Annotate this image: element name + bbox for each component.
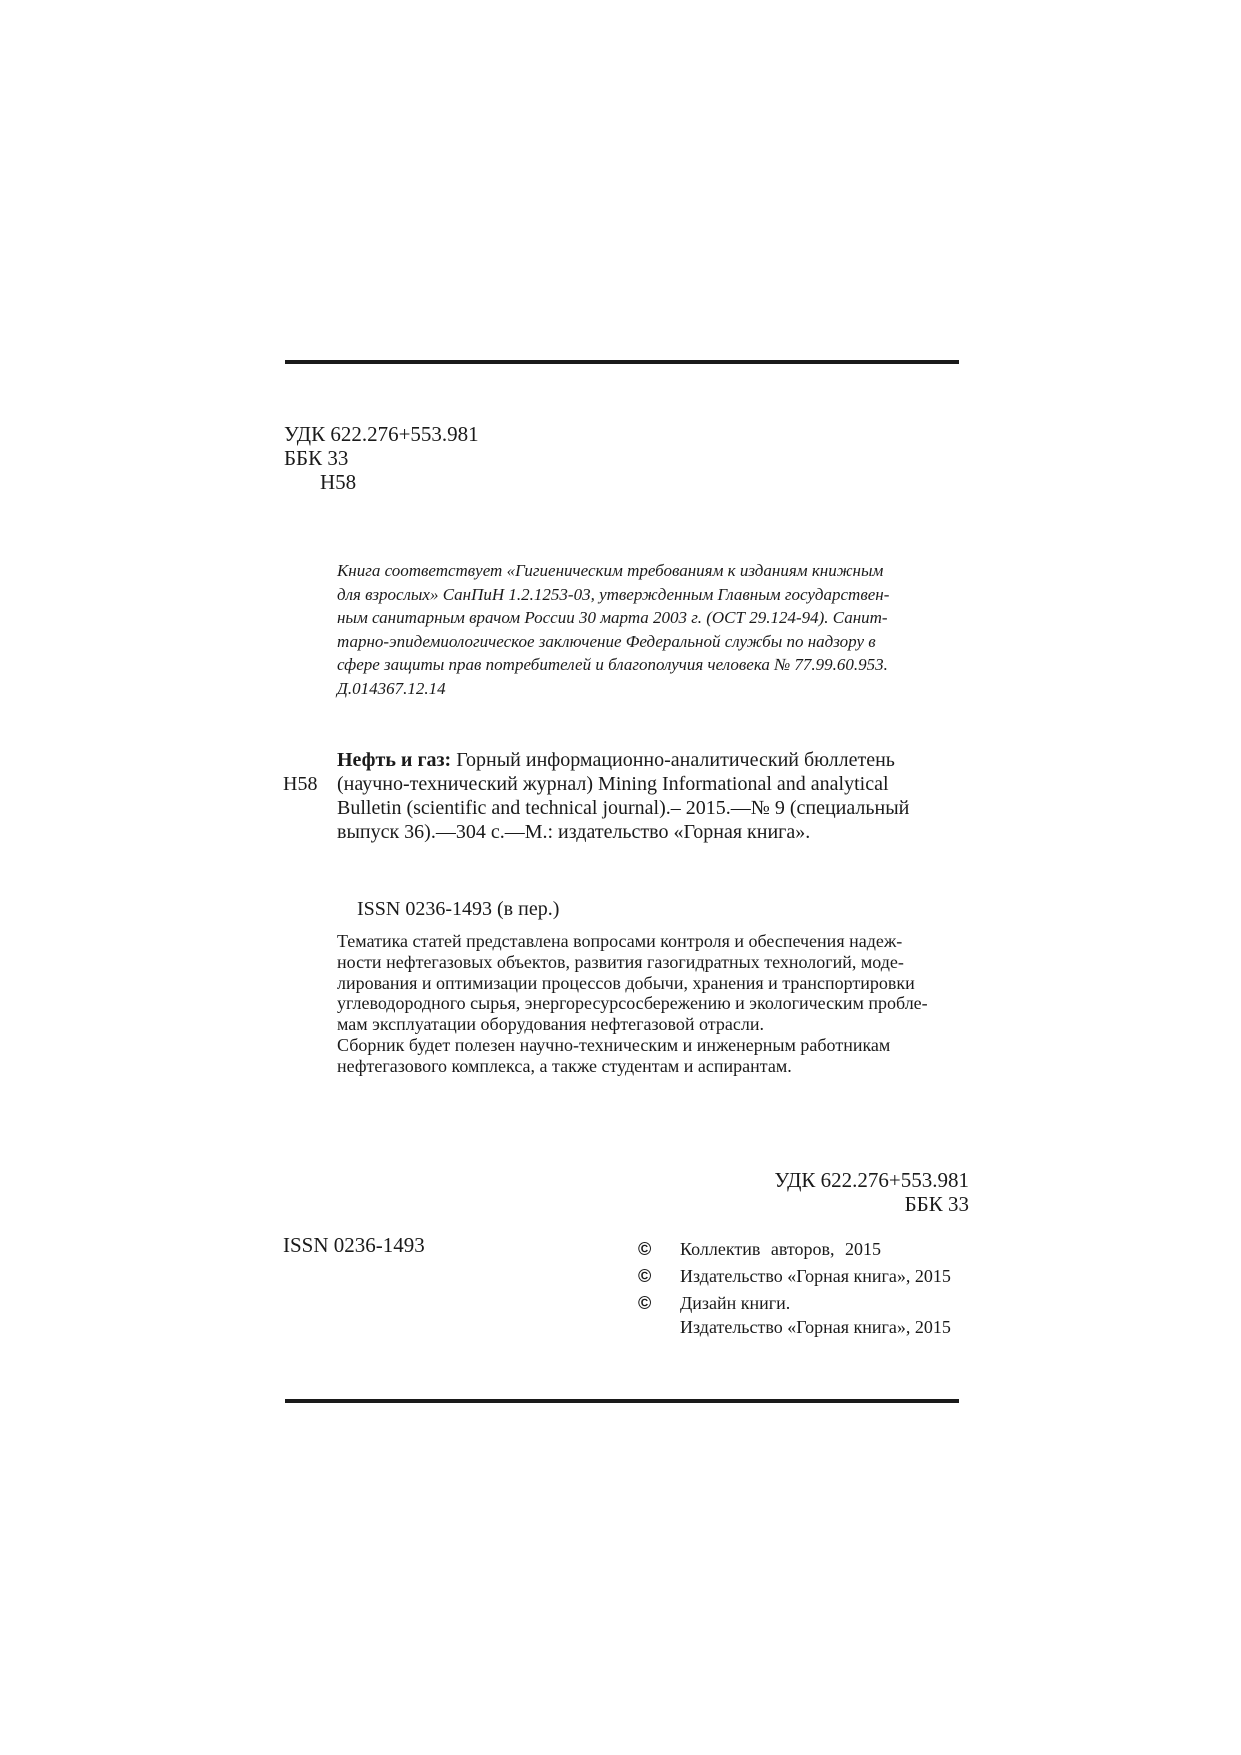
bibliographic-record — [337, 748, 977, 844]
classification-indices-right — [774, 1168, 969, 1216]
issn-binding: ISSN 0236-1493 (в пер.) — [357, 898, 560, 920]
compliance-line: сфере защиты прав потребителей и благополучия человека № 77.99.60.953. — [337, 655, 888, 674]
record-subtitle: Горный информационно-аналитический бюллетень — [451, 749, 895, 771]
record-title: Нефть и газ: — [337, 749, 452, 771]
compliance-line: Д.014367.12.14 — [337, 678, 446, 698]
sanitary-compliance-note — [337, 559, 967, 700]
record-line: (научно-технический журнал) Mining Informational and analytical — [337, 773, 889, 795]
copyright-row — [638, 1237, 951, 1261]
issn-number: ISSN 0236-1493 — [283, 1233, 425, 1257]
compliance-line: ным санитарным врачом России 30 марта 2003 г. (ОСТ 29.124-94). Санит- — [337, 608, 888, 627]
copyright-icon: © — [638, 1266, 652, 1286]
copyright-text: Издательство «Горная книга», 2015 — [680, 1266, 951, 1286]
record-author-mark: Н58 — [283, 773, 318, 795]
annotation-line: мам эксплуатации оборудования нефтегазовой отрасли. — [337, 1014, 764, 1035]
copyright-text: Издательство «Горная книга», 2015 — [680, 1317, 951, 1337]
annotation-line: углеводородного сырья, энергоресурсосбережению и экологическим пробле- — [337, 993, 928, 1014]
annotation-line: лирования и оптимизации процессов добычи, хранения и транспортировки — [337, 972, 915, 993]
annotation-line: Тематика статей представлена вопросами контроля и обеспечения надеж- — [337, 931, 903, 951]
bbk-code: ББК 33 — [284, 446, 349, 470]
udk-code: УДК 622.276+553.981 — [284, 422, 479, 446]
top-rule — [285, 360, 959, 364]
compliance-line: Книга соответствует «Гигиеническим требованиям к изданиям книжным — [337, 561, 884, 580]
record-line: Bulletin (scientific and technical journal).– 2015.—№ 9 (специальный — [337, 797, 910, 819]
copyright-row — [638, 1264, 951, 1288]
copyright-text: Коллектив авторов, 2015 — [680, 1239, 881, 1259]
copyright-icon: © — [638, 1239, 652, 1259]
copyright-block — [638, 1237, 951, 1342]
bottom-rule — [285, 1399, 959, 1403]
record-line — [337, 748, 977, 772]
annotation-line: ности нефтегазовых объектов, развития газогидратных технологий, моде- — [337, 951, 904, 972]
bbk-code-right: ББК 33 — [904, 1192, 969, 1216]
annotation-line: Сборник будет полезен научно-техническим и инженерным работникам — [337, 1034, 891, 1055]
compliance-line: тарно-эпидемиологическое заключение Федеральной службы по надзору в — [337, 631, 876, 651]
compliance-line: для взрослых» СанПиН 1.2.1253-03, утвержденным Главным государствен- — [337, 584, 890, 604]
classification-indices — [284, 422, 479, 494]
copyright-text: Дизайн книги. — [680, 1293, 791, 1313]
copyright-icon: © — [638, 1293, 652, 1313]
record-line: выпуск 36).—304 с.—М.: издательство «Горная книга». — [337, 821, 811, 843]
annotation-line: нефтегазового комплекса, а также студентам и аспирантам. — [337, 1055, 792, 1076]
annotation — [337, 931, 987, 1077]
copyright-row — [638, 1291, 951, 1339]
udk-code-right: УДК 622.276+553.981 — [774, 1168, 969, 1192]
author-mark: Н58 — [320, 470, 357, 494]
